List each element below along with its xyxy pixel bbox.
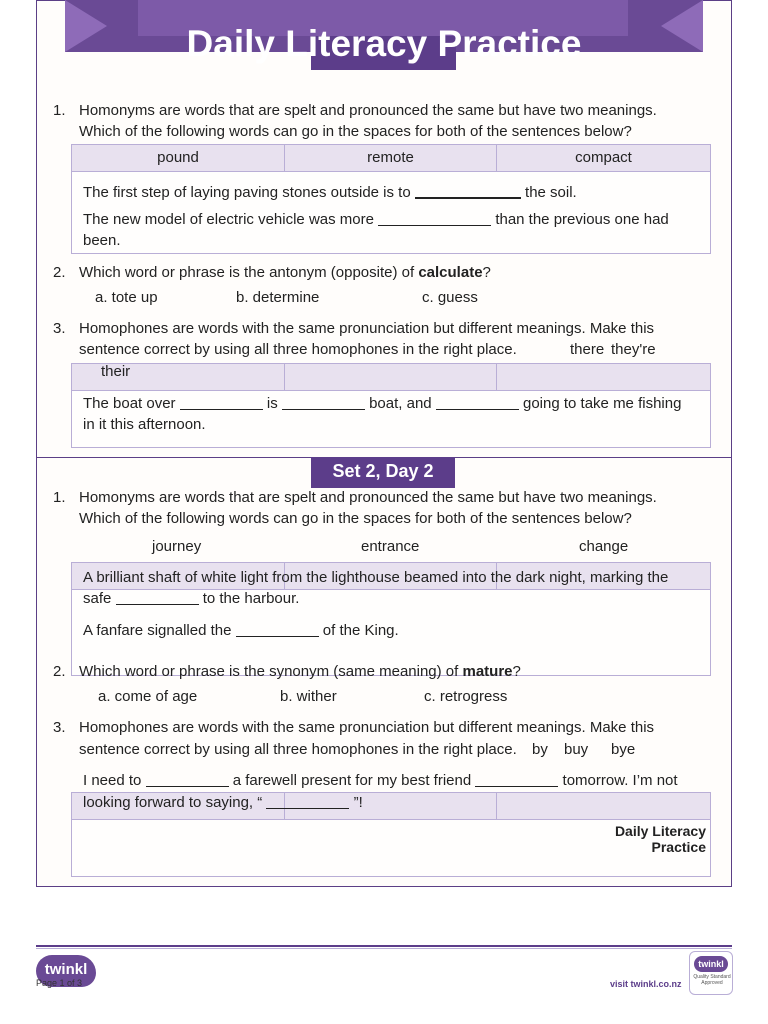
set2-q3-part-b: a farewell present for my best friend: [232, 772, 472, 789]
set2-q3-part-d: looking forward to saying, “: [83, 794, 263, 811]
set1-q3-line2: sentence correct by using all three homophones in the right place.: [79, 341, 517, 358]
set1-q2-prefix: Which word or phrase is the antonym (opposite) of: [79, 264, 415, 281]
set1-q3-cell: [497, 364, 710, 390]
answer-blank: [180, 409, 263, 410]
set1-q1-number: 1.: [53, 102, 66, 119]
page-number: Page 1 of 3: [36, 978, 83, 988]
set2-q1-sentence1b-after: to the harbour.: [202, 590, 300, 607]
set2-q1-number: 1.: [53, 489, 66, 506]
set2-q3-number: 3.: [53, 719, 66, 736]
set1-q1-line1: Homonyms are words that are spelt and pronounced the same but have two meanings.: [79, 102, 657, 119]
website-link[interactable]: visit twinkl.co.nz: [610, 979, 682, 989]
set1-q1-option: pound: [72, 145, 285, 171]
set1-q2-suffix: ?: [482, 264, 491, 281]
set2-q3-part-a: I need to: [83, 772, 142, 789]
set1-q2-number: 2.: [53, 264, 66, 281]
set2-q1-option: change: [579, 538, 629, 555]
set2-q2-keyword: mature: [462, 663, 513, 680]
set1-q3-number: 3.: [53, 320, 66, 337]
set2-q1-sentence2: [83, 620, 399, 641]
set2-q3-part-e: ”!: [353, 794, 363, 811]
set2-q1-sentence2-after: of the King.: [322, 622, 399, 639]
set1-q3-part-a: The boat over: [83, 395, 176, 412]
set2-q1-sentence1b-before: safe: [83, 590, 112, 607]
twinkl-logo: twinkl: [36, 955, 96, 987]
set1-q2-option: a. tote up: [95, 289, 158, 306]
set1-q3-word: their: [101, 363, 131, 380]
set1-q2-option: c. guess: [422, 289, 478, 306]
set1-q3-part-d: going to take me fishing: [523, 395, 682, 412]
set1-q1-sentence2-end: been.: [83, 232, 121, 249]
set2-q1-line1: Homonyms are words that are spelt and pronounced the same but have two meanings.: [79, 489, 657, 506]
set1-q1-sentence1: [83, 182, 577, 203]
set2-q2-prefix: Which word or phrase is the synonym (same meaning) of: [79, 663, 459, 680]
set2-q2-number: 2.: [53, 663, 66, 680]
set2-q1-sentence2-before: A fanfare signalled the: [83, 622, 232, 639]
set1-q3-cell: [285, 364, 497, 390]
set2-q2-suffix: ?: [512, 663, 521, 680]
set1-q1-sentence2-after: than the previous one had: [495, 211, 669, 228]
set2-q2-question: [79, 661, 521, 682]
quality-badge-logo: twinkl: [694, 956, 728, 972]
answer-blank: [436, 409, 519, 410]
set1-q1-line2: Which of the following words can go in the spaces for both of the sentences below?: [79, 123, 632, 140]
set1-q1-sentence1-before: The first step of laying paving stones outside is to: [83, 184, 411, 201]
set2-q3-word: by: [532, 741, 548, 758]
set2-q1-option: journey: [152, 538, 202, 555]
set1-q1-option: remote: [285, 145, 497, 171]
answer-blank: [236, 636, 319, 637]
page-title: Daily Literacy Practice: [186, 23, 582, 64]
box-footer-title: Daily Literacy Practice: [614, 823, 706, 855]
set2-q1-line2: Which of the following words can go in the spaces for both of the sentences below?: [79, 510, 632, 527]
set2-q3-line2: sentence correct by using all three homophones in the right place.: [79, 741, 517, 758]
quality-badge-text: Quality Standard Approved: [693, 974, 731, 986]
footer-rule: [36, 945, 732, 947]
set1-q3-word: there: [570, 341, 605, 358]
set2-q3-line1: Homophones are words with the same pronunciation but different meanings. Make this: [79, 719, 655, 736]
set2-q1-sentence1b: [83, 588, 299, 609]
set2-q3-sentence: [83, 770, 678, 791]
set1-q1-sentence2: [83, 209, 669, 230]
answer-blank: [475, 786, 558, 787]
answer-blank: [415, 197, 521, 199]
answer-blank: [266, 808, 349, 809]
answer-blank: [146, 786, 229, 787]
set1-q3-header-row: [72, 364, 710, 391]
set1-q3-sentence: [83, 393, 681, 414]
set2-q2-option: b. wither: [280, 688, 337, 705]
set1-q2-option: b. determine: [236, 289, 320, 306]
set2-q3-sentence-end: [83, 792, 363, 813]
set1-q3-word: they're: [611, 341, 656, 358]
set2-badge: Set 2, Day 2: [311, 457, 455, 488]
set1-q2-question: [79, 262, 491, 283]
answer-blank: [378, 225, 491, 226]
set1-q1-options-row: [72, 145, 710, 172]
set1-q3-part-c: boat, and: [369, 395, 432, 412]
set2-q1-sentence1: A brilliant shaft of white light from the lighthouse beamed into the dark night, marking the: [83, 569, 669, 586]
set2-q2-option: a. come of age: [98, 688, 198, 705]
set1-q3-part-e: in it this afternoon.: [83, 416, 206, 433]
set1-q1-option: compact: [575, 149, 632, 166]
answer-blank: [116, 604, 199, 605]
set1-q3-line1: Homophones are words with the same pronunciation but different meanings. Make this: [79, 320, 655, 337]
set2-q1-option: entrance: [361, 538, 420, 555]
set2-q2-option: c. retrogress: [424, 688, 508, 705]
set1-q3-part-b: is: [266, 395, 278, 412]
answer-blank: [282, 409, 365, 410]
set2-q3-cell: [497, 793, 710, 819]
set2-q3-part-c: tomorrow. I’m not: [562, 772, 678, 789]
footer-rule-thin: [36, 948, 732, 949]
quality-badge: [689, 951, 733, 995]
set2-q3-word: bye: [611, 741, 636, 758]
set1-q1-sentence1-after: the soil.: [525, 184, 577, 201]
set1-q1-sentence2-before: The new model of electric vehicle was more: [83, 211, 374, 228]
set2-q3-word: buy: [564, 741, 589, 758]
set1-q2-keyword: calculate: [418, 264, 483, 281]
